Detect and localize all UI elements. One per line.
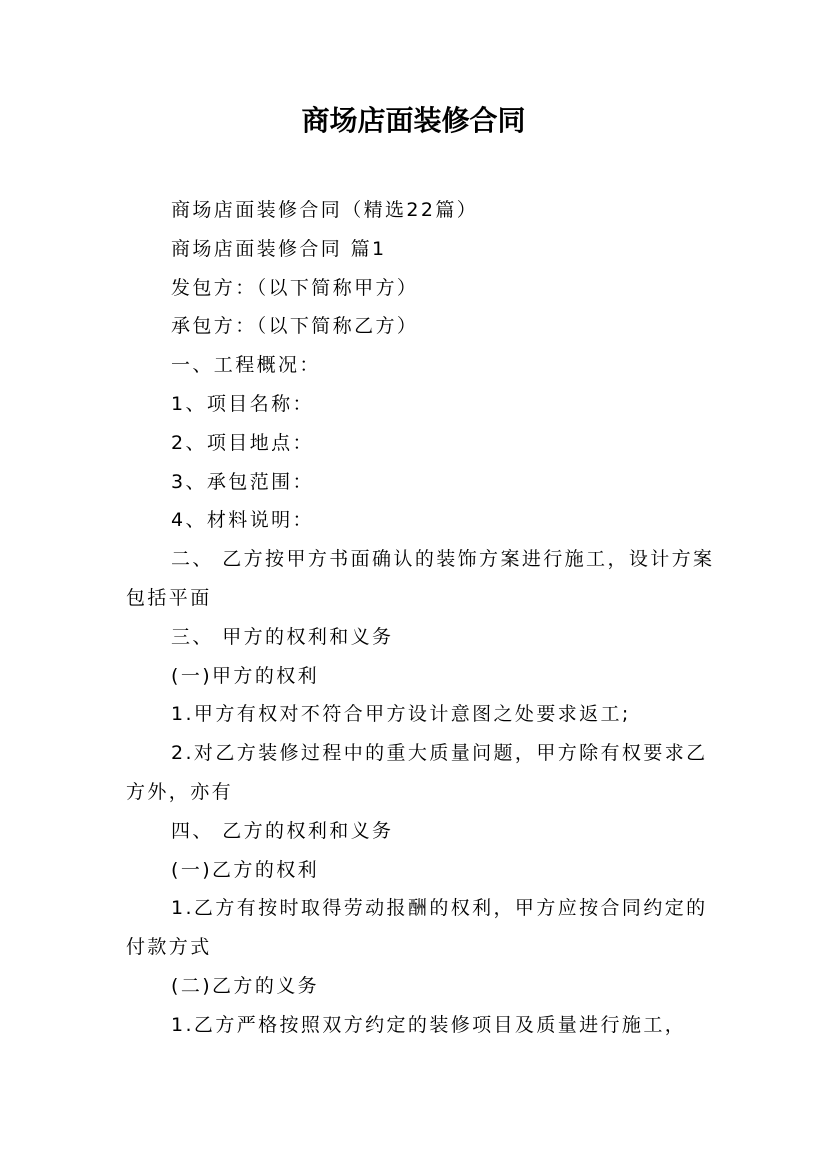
paragraph-toc: 商场店面装修合同（精选22篇） (171, 199, 479, 221)
paragraph-project-location: 2、项目地点： (171, 431, 314, 454)
paragraph-section-heading: 商场店面装修合同 篇1 (171, 237, 387, 260)
paragraph-party-b-duty-1: 1.乙方严格按照双方约定的装修项目及质量进行施工， (171, 1013, 687, 1036)
document-title: 商场店面装修合同 (301, 104, 526, 137)
paragraph-party-a-right-2: 2.对乙方装修过程中的重大质量问题，甲方除有权要求乙方外，亦有 (126, 742, 708, 803)
paragraph-materials: 4、材料说明： (171, 509, 314, 532)
paragraph-party-b-duties: (二)乙方的义务 (171, 974, 320, 997)
paragraph-party-b-rights: (一)乙方的权利 (171, 858, 320, 881)
paragraph-clause-2: 二、 乙方按甲方书面确认的装饰方案进行施工，设计方案包括平面 (126, 548, 715, 609)
paragraph-party-a: 发包方：（以下简称甲方） (171, 276, 419, 299)
paragraph-clause-4: 四、 乙方的权利和义务 (171, 819, 394, 842)
paragraph-party-a-rights: (一)甲方的权利 (171, 664, 320, 687)
document-body (126, 191, 716, 1045)
paragraph-scope: 3、承包范围： (171, 470, 314, 493)
paragraph-clause-3: 三、 甲方的权利和义务 (171, 625, 394, 648)
paragraph-project-name: 1、项目名称： (171, 392, 314, 415)
paragraph-party-b: 承包方：（以下简称乙方） (171, 315, 419, 338)
paragraph-party-b-right-1: 1.乙方有按时取得劳动报酬的权利，甲方应按合同约定的付款方式 (126, 897, 708, 959)
paragraph-party-a-right-1: 1.甲方有权对不符合甲方设计意图之处要求返工; (171, 703, 631, 726)
paragraph-overview: 一、工程概况： (171, 354, 321, 377)
